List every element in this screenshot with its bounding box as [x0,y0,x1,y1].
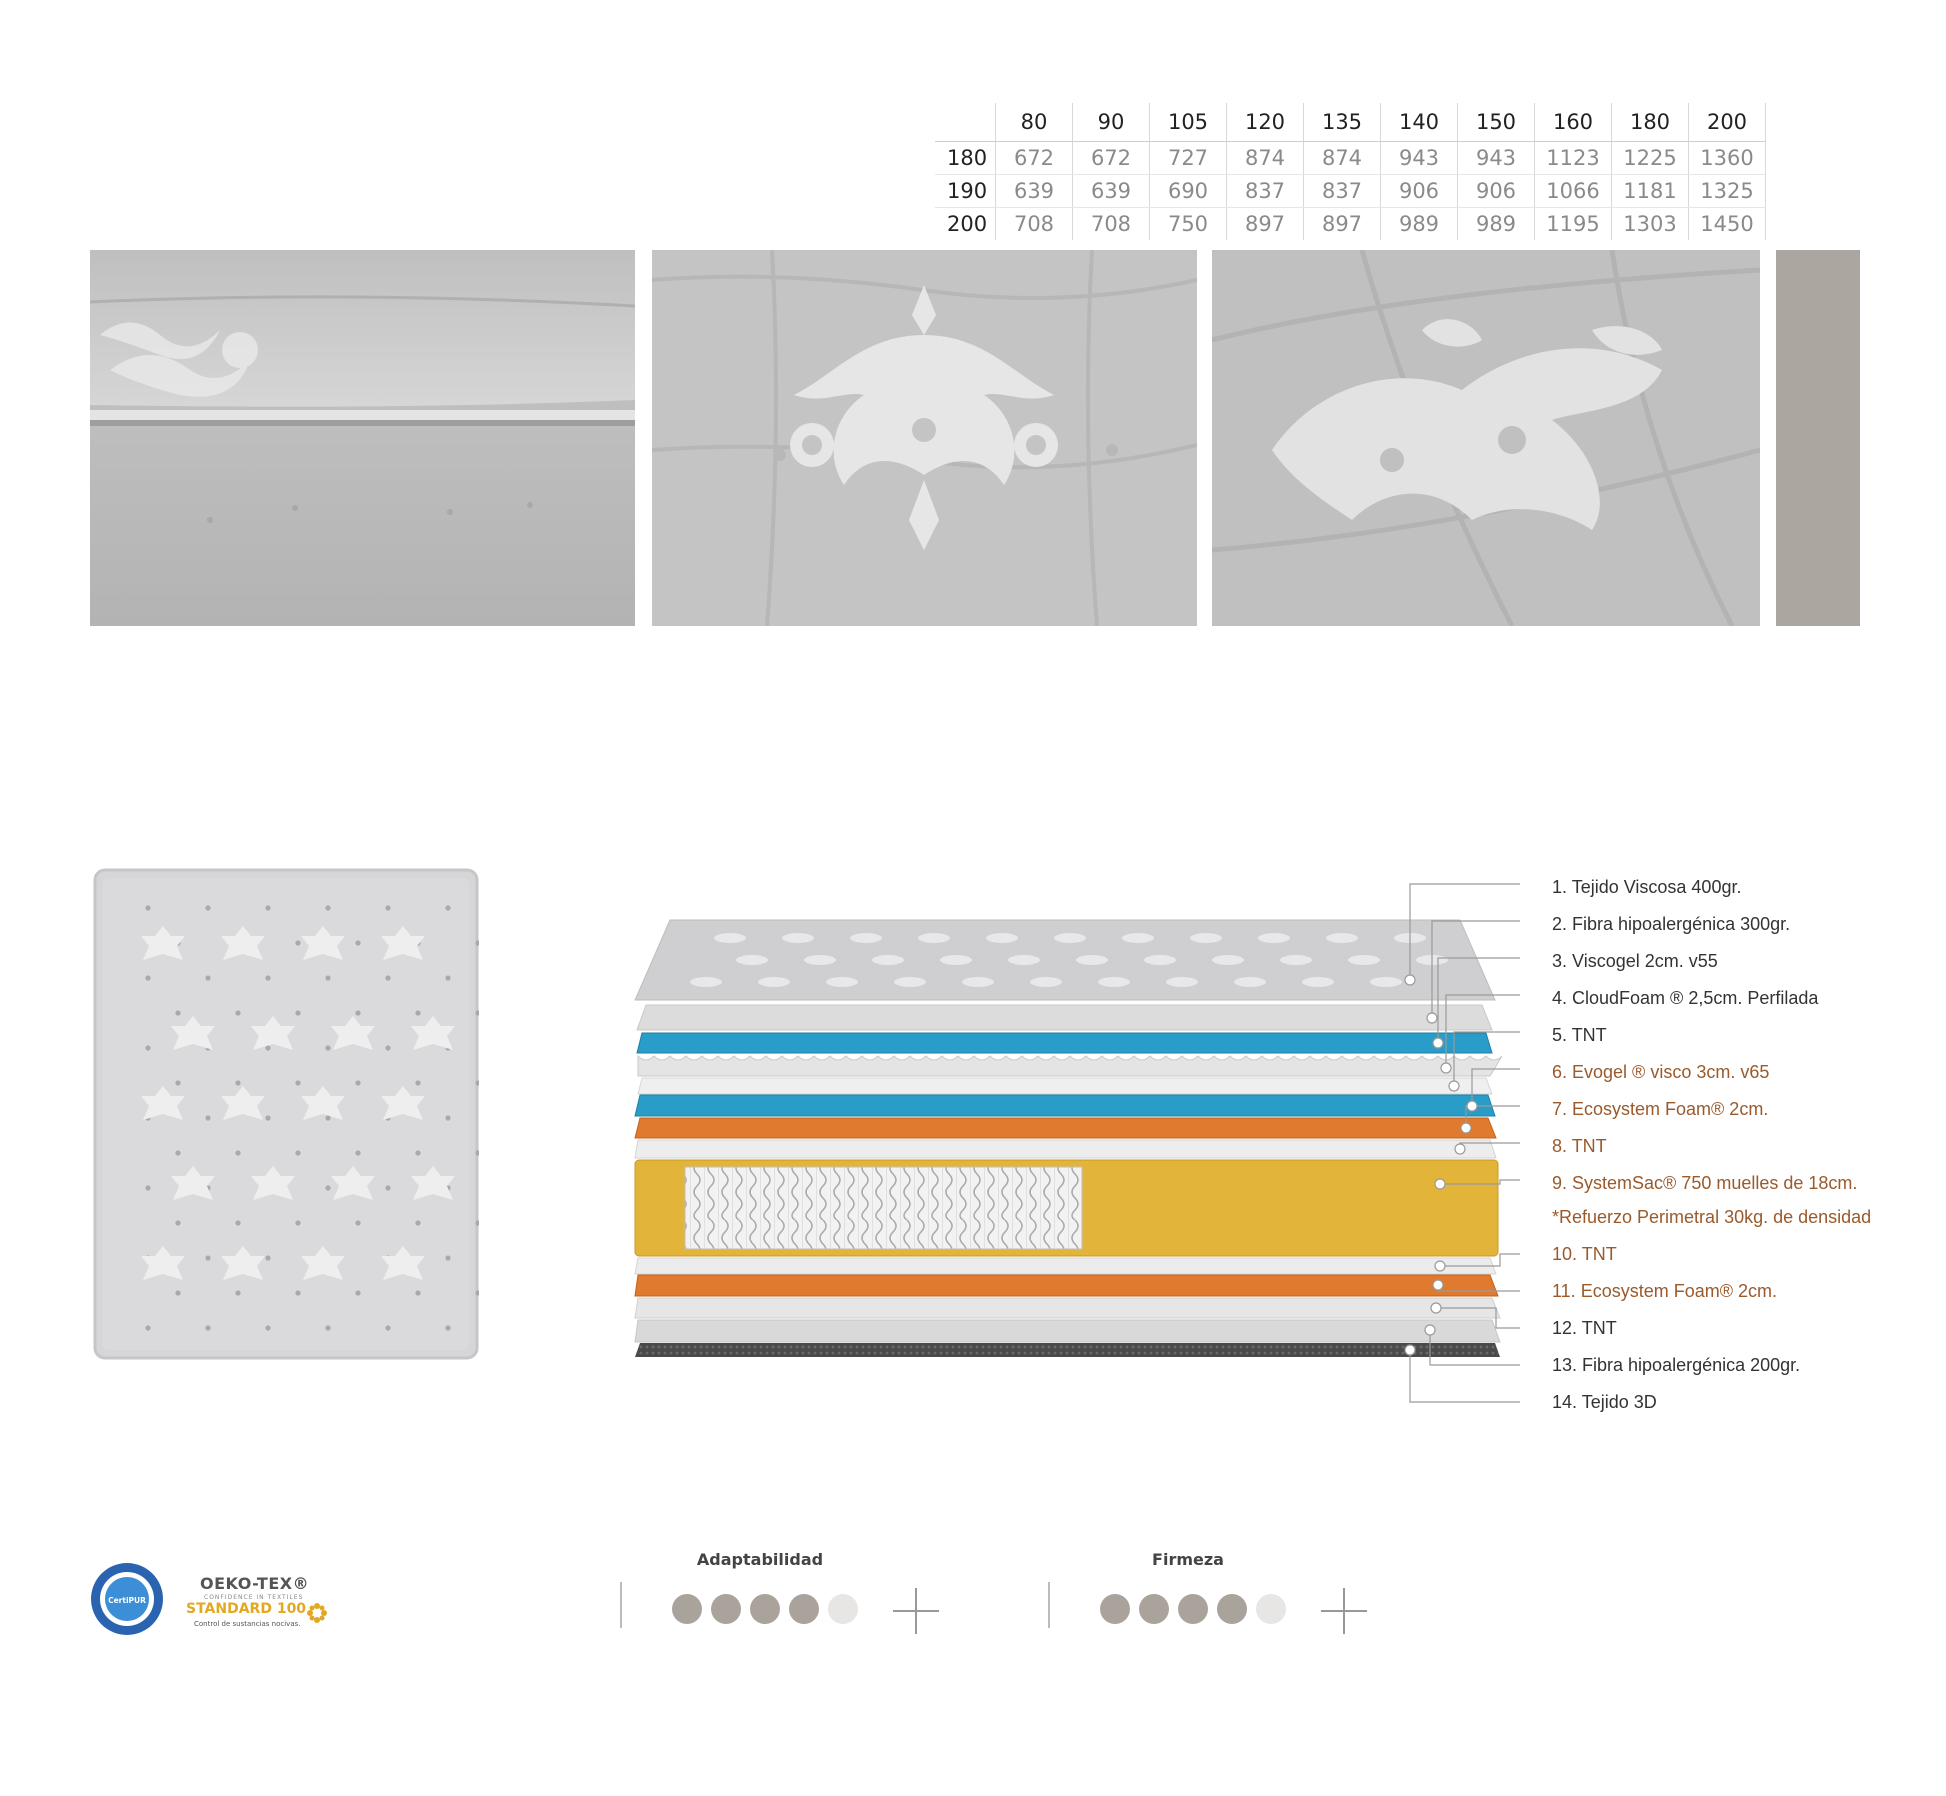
layer-5-tnt [638,1078,1492,1094]
spring-units [685,1167,1082,1249]
price-cell: 1066 [1535,175,1612,208]
embroidery-closeup-photo [652,250,1197,626]
layer-label: 1. Tejido Viscosa 400gr. [1552,877,1742,897]
layer-label: 11. Ecosystem Foam® 2cm. [1552,1281,1777,1301]
oekotex-title: OEKO-TEX® [200,1574,310,1593]
price-cell: 1181 [1612,175,1689,208]
width-header: 135 [1304,103,1381,142]
rating-dot-filled [1139,1594,1169,1624]
layer-label: 12. TNT [1552,1318,1617,1338]
rating-dot-filled [789,1594,819,1624]
width-header: 160 [1535,103,1612,142]
price-cell: 1195 [1535,208,1612,241]
price-cell: 750 [1150,208,1227,241]
width-header: 140 [1381,103,1458,142]
layer-8-tnt [635,1140,1496,1158]
length-label: 200 [947,212,988,236]
price-cell: 897 [1227,208,1304,241]
certipur-text: CertiPUR [108,1596,146,1605]
price-row [935,142,1766,175]
price-row [935,208,1766,241]
price-cell: 989 [1458,208,1535,241]
layer-7-ecosystem-foam [635,1118,1496,1138]
layer-label: 5. TNT [1552,1025,1607,1045]
adaptability-label: Adaptabilidad [696,1550,824,1569]
length-label: 190 [935,175,996,208]
price-cell: 837 [1227,175,1304,208]
price-table-corner [935,103,996,142]
layer-label: 10. TNT [1552,1244,1617,1264]
price-cell: 1225 [1612,142,1689,175]
width-header: 180 [1612,103,1689,142]
oekotex-logo [180,1574,340,1634]
price-cell: 943 [1381,142,1458,175]
layer-14-fabric-3d [635,1343,1500,1357]
firmness-label: Firmeza [1152,1550,1224,1569]
price-cell: 708 [996,208,1073,241]
price-row [935,175,1766,208]
price-cell: 639 [996,175,1073,208]
rating-dot-empty [828,1594,858,1624]
scale-start-bar [620,1582,622,1628]
price-cell: 672 [996,142,1073,175]
length-label: 180 [935,142,996,175]
price-cell: 690 [1150,175,1227,208]
rating-dot-filled [1178,1594,1208,1624]
price-cell: 906 [1458,175,1535,208]
layer-11-ecosystem-foam [635,1275,1498,1296]
plus-icon [915,1588,917,1634]
rating-dot-filled [711,1594,741,1624]
rating-dot-filled [672,1594,702,1624]
width-header: 200 [1689,103,1766,142]
certipur-logo [90,1562,164,1636]
firmness-rating [1048,1550,1408,1660]
price-cell: 1303 [1612,208,1689,241]
width-header: 150 [1458,103,1535,142]
price-cell: 672 [1073,142,1150,175]
rating-dot-filled [750,1594,780,1624]
price-cell: 1450 [1689,208,1766,241]
color-swatch [1776,250,1860,626]
layer-4-cloudfoam [638,1056,1502,1076]
layer-2-fiber [637,1005,1492,1030]
embroidery-angle-photo [1212,250,1760,626]
oekotex-tagline: CONFIDENCE IN TEXTILES [204,1594,304,1601]
price-cell: 1360 [1689,142,1766,175]
layer-label: 7. Ecosystem Foam® 2cm. [1552,1099,1769,1119]
price-cell: 727 [1150,142,1227,175]
oekotex-standard: STANDARD 100 [186,1601,307,1617]
scale-start-bar [1048,1582,1050,1628]
mattress-top-view [93,868,479,1360]
price-cell: 1123 [1535,142,1612,175]
width-header: 105 [1150,103,1227,142]
price-cell: 639 [1073,175,1150,208]
price-table-header-row [935,103,1766,142]
price-cell: 906 [1381,175,1458,208]
plus-icon [1343,1588,1345,1634]
price-cell: 989 [1381,208,1458,241]
price-cell: 1325 [1689,175,1766,208]
layer-label: 9. SystemSac® 750 muelles de 18cm. [1552,1173,1858,1193]
price-cell: 897 [1304,208,1381,241]
layer-label: 4. CloudFoam ® 2,5cm. Perfilada [1552,988,1819,1008]
layer-label: 14. Tejido 3D [1552,1392,1657,1412]
width-header: 90 [1073,103,1150,142]
oekotex-note: Control de sustancias nocivas. [194,1620,301,1628]
layer-label: 2. Fibra hipoalergénica 300gr. [1552,914,1791,934]
layer-label: 13. Fibra hipoalergénica 200gr. [1552,1355,1801,1375]
width-header: 80 [996,103,1073,142]
layer-13-fiber [635,1320,1500,1342]
layers-diagram [620,870,1520,1430]
adaptability-rating [620,1550,980,1660]
price-cell: 708 [1073,208,1150,241]
rating-dot-empty [1256,1594,1286,1624]
width-header: 120 [1227,103,1304,142]
layer-3-viscogel [637,1033,1492,1053]
oekotex-flower-icon [306,1602,328,1624]
rating-dot-filled [1217,1594,1247,1624]
price-table [935,103,1766,240]
layer-12-tnt [635,1298,1500,1318]
price-cell: 874 [1304,142,1381,175]
price-cell: 943 [1458,142,1535,175]
rating-dot-filled [1100,1594,1130,1624]
mattress-edge-photo [90,250,635,626]
price-cell: 874 [1227,142,1304,175]
layer-label: 8. TNT [1552,1136,1607,1156]
layer-label: 3. Viscogel 2cm. v55 [1552,951,1718,971]
layer-label: 6. Evogel ® visco 3cm. v65 [1552,1062,1770,1082]
layer-6-evogel [635,1095,1495,1116]
layer-label: *Refuerzo Perimetral 30kg. de densidad [1552,1207,1872,1227]
price-cell: 837 [1304,175,1381,208]
layer-10-tnt [635,1258,1496,1274]
